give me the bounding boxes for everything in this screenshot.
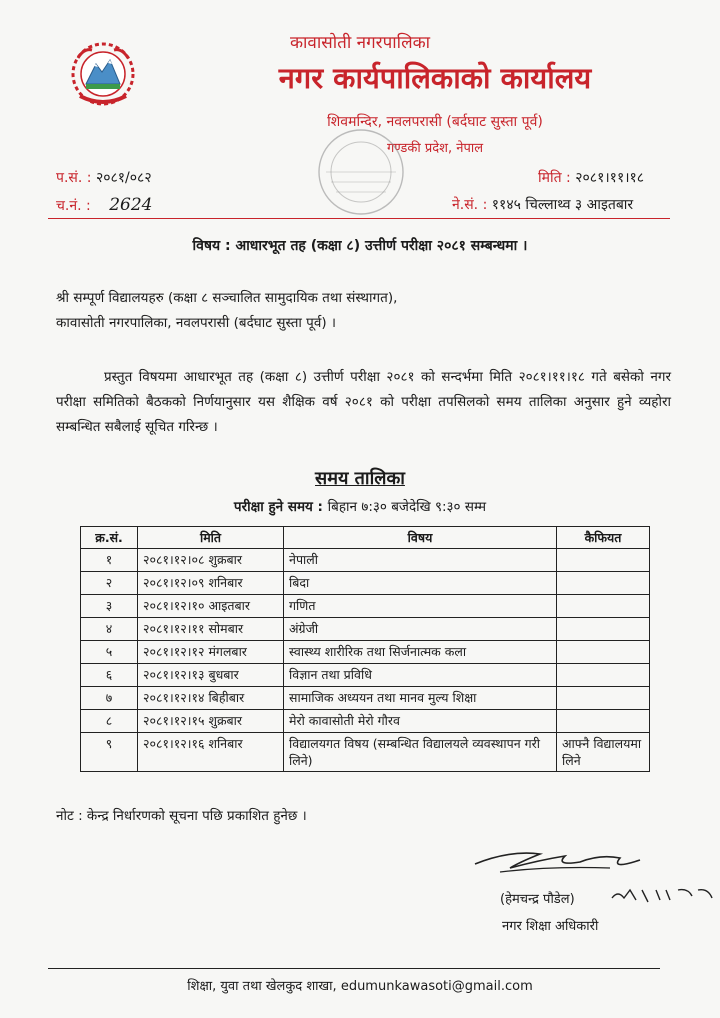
cell-serial: ६ (81, 664, 138, 687)
ne-sa-value: ११४५ चिल्लाथ्व ३ आइतबार (491, 197, 634, 213)
cell-date: २०८१।१२।११ सोमबार (138, 618, 284, 641)
cell-date: २०८१।१२।१६ शनिबार (138, 733, 284, 772)
cell-date: २०८१।१२।०९ शनिबार (138, 572, 284, 595)
cell-date: २०८१।१२।१० आइतबार (138, 595, 284, 618)
province-line: गण्डकी प्रदेश, नेपाल (386, 141, 484, 156)
table-row (81, 687, 650, 710)
pa-sa-label: प.सं. : (56, 170, 92, 186)
footer-divider (48, 968, 660, 969)
cell-serial: ९ (81, 733, 138, 772)
cell-date: २०८१।१२।०८ शुक्रबार (138, 549, 284, 572)
header-date: मिति (138, 527, 284, 549)
cell-remarks (557, 618, 650, 641)
ne-sa-label: ने.सं. : (452, 197, 488, 213)
exam-time-value: बिहान ७:३० बजेदेखि ९:३० सम्म (327, 499, 487, 515)
cell-subject: अंग्रेजी (284, 618, 557, 641)
letter-date (538, 168, 644, 187)
cell-remarks (557, 641, 650, 664)
letter-subject: विषय : आधारभूत तह (कक्षा ८) उत्तीर्ण परीक्षा २०८१ सम्बन्धमा । (192, 238, 528, 254)
header-divider (48, 218, 670, 219)
cell-serial: २ (81, 572, 138, 595)
addressee-line-2: कावासोती नगरपालिका, नवलपरासी (बर्दघाट सुस्ता पूर्व) । (56, 315, 337, 331)
cell-date: २०८१।१२।१३ बुधबार (138, 664, 284, 687)
cell-remarks (557, 664, 650, 687)
exam-time-label: परीक्षा हुने समय : (233, 499, 323, 515)
cell-subject: विज्ञान तथा प्रविधि (284, 664, 557, 687)
table-row (81, 664, 650, 687)
table-row (81, 733, 650, 772)
pa-sa-value: २०८१/०८२ (95, 170, 152, 186)
timetable-title: समय तालिका (315, 468, 405, 489)
header-subject: विषय (284, 527, 557, 549)
cell-subject: सामाजिक अध्ययन तथा मानव मुल्य शिक्षा (284, 687, 557, 710)
cell-serial: ७ (81, 687, 138, 710)
signatory-title: नगर शिक्षा अधिकारी (502, 919, 599, 934)
table-header-row (81, 527, 650, 549)
cell-remarks (557, 572, 650, 595)
cell-subject: बिदा (284, 572, 557, 595)
date-label: मिति : (538, 170, 571, 186)
table-row (81, 618, 650, 641)
header-remarks: कैफियत (557, 527, 650, 549)
cell-date: २०८१।१२।१५ शुक्रबार (138, 710, 284, 733)
exam-time (0, 497, 720, 515)
exam-timetable (80, 526, 650, 772)
cell-serial: १ (81, 549, 138, 572)
cell-subject: गणित (284, 595, 557, 618)
cell-remarks (557, 595, 650, 618)
cell-subject: नेपाली (284, 549, 557, 572)
table-row (81, 641, 650, 664)
cell-subject: विद्यालयगत विषय (सम्बन्धित विद्यालयले व्यवस्थापन गरी लिने) (284, 733, 557, 772)
cell-remarks (557, 710, 650, 733)
table-row (81, 710, 650, 733)
cha-na-label: च.नं. : (56, 198, 91, 214)
header-serial: क्र.सं. (81, 527, 138, 549)
signatory-name: (हेमचन्द्र पौडेल) (500, 892, 575, 907)
reference-number (56, 168, 152, 187)
table-row (81, 572, 650, 595)
cell-date: २०८१।१२।१४ बिहीबार (138, 687, 284, 710)
office-address: शिवमन्दिर, नवलपरासी (बर्दघाट सुस्ता पूर्व) (327, 114, 543, 130)
footer-contact: शिक्षा, युवा तथा खेलकुद शाखा, edumunkawasoti@gmail.com (187, 979, 533, 994)
table-row (81, 595, 650, 618)
letter-body: प्रस्तुत विषयमा आधारभूत तह (कक्षा ८) उत्तीर्ण परीक्षा २०८१ को सन्दर्भमा मिति २०८१।११।१८ गते बसेको नगर परीक्षा समितिको बैठकको निर्णयानुसार यस शैक्षिक वर्ष २०८१ को परीक्षा तपसिलको समय तालिका अनुसार हुने व्यहोरा सम्बन्धित सबैलाई सूचित गरिन्छ । (56, 369, 671, 435)
cell-remarks (557, 687, 650, 710)
cha-na-value: 2624 (109, 195, 153, 215)
signature-date-icon (608, 876, 718, 916)
office-stamp-icon (306, 124, 416, 220)
table-row (81, 549, 650, 572)
cell-serial: ५ (81, 641, 138, 664)
municipality-name: कावासोती नगरपालिका (289, 33, 431, 53)
addressee-line-1: श्री सम्पूर्ण विद्यालयहरु (कक्षा ८ सञ्चालित सामुदायिक तथा संस्थागत), (56, 290, 398, 306)
cell-subject: स्वास्थ्य शारीरिक तथा सिर्जनात्मक कला (284, 641, 557, 664)
cell-remarks (557, 549, 650, 572)
cell-subject: मेरो कावासोती मेरो गौरव (284, 710, 557, 733)
cell-serial: ८ (81, 710, 138, 733)
nepal-sambat-date (452, 195, 633, 214)
cell-date: २०८१।१२।१२ मंगलबार (138, 641, 284, 664)
date-value: २०८१।११।१८ (575, 170, 645, 186)
cell-serial: ४ (81, 618, 138, 641)
note-text: नोट : केन्द्र निर्धारणको सूचना पछि प्रकाशित हुनेछ । (56, 808, 307, 824)
office-title: नगर कार्यपालिकाको कार्यालय (278, 61, 592, 95)
cell-serial: ३ (81, 595, 138, 618)
cell-remarks: आफ्नै विद्यालयमा लिने (557, 733, 650, 772)
dispatch-number (56, 195, 152, 215)
